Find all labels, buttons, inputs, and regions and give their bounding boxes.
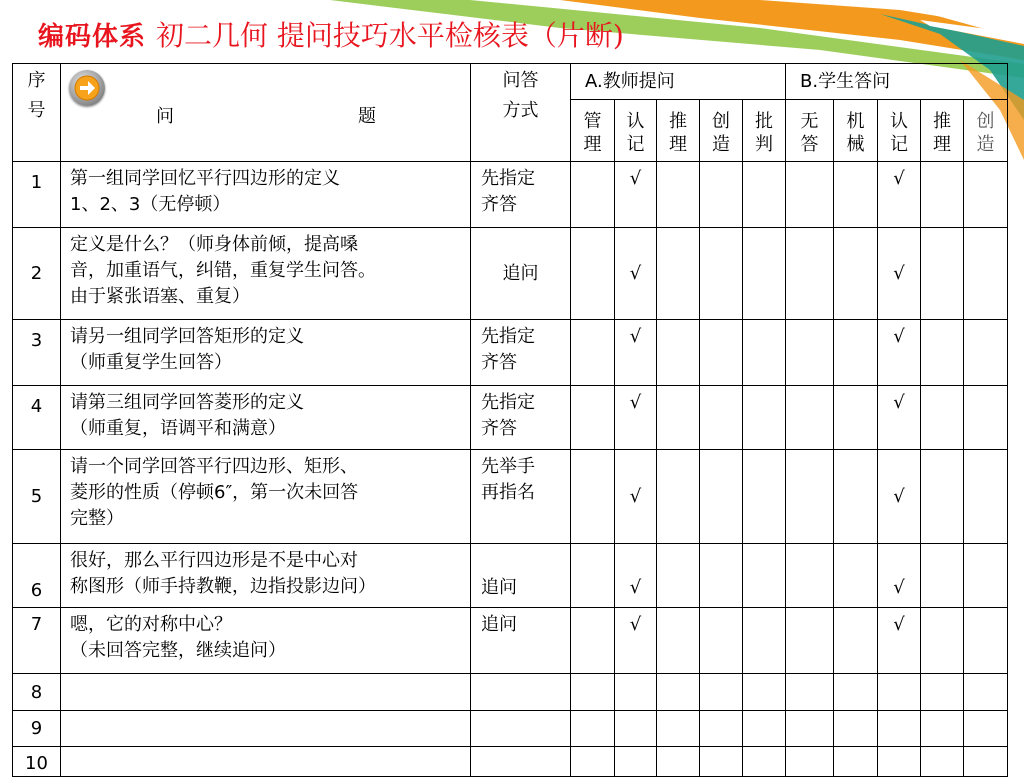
header-question bbox=[61, 64, 471, 162]
check-student-recall: √ bbox=[878, 608, 921, 674]
header-group-teacher: A.教师提问 bbox=[571, 64, 786, 100]
subheader-b-create: 创 造 bbox=[964, 100, 1008, 162]
row-method: 追问 bbox=[471, 544, 571, 608]
header-method: 问答 方式 bbox=[471, 64, 571, 162]
row-number: 5 bbox=[13, 450, 61, 544]
arrow-right-icon bbox=[74, 75, 100, 101]
check-teacher-recall: √ bbox=[615, 386, 657, 450]
check-teacher-recall: √ bbox=[615, 162, 657, 228]
row-method: 先指定 齐答 bbox=[471, 162, 571, 228]
subheader-a-create: 创 造 bbox=[700, 100, 743, 162]
table-row bbox=[13, 386, 1008, 450]
check-student-recall: √ bbox=[878, 228, 921, 320]
row-question: 请一个同学回答平行四边形、矩形、 菱形的性质（停顿6″，第一次未回答 完整） bbox=[61, 450, 471, 544]
row-number: 2 bbox=[13, 228, 61, 320]
subheader-a-manage: 管 理 bbox=[571, 100, 615, 162]
subheader-b-recall: 认 记 bbox=[878, 100, 921, 162]
check-student-recall: √ bbox=[878, 320, 921, 386]
row-number: 4 bbox=[13, 386, 61, 450]
header-question-char-2: 题 bbox=[358, 106, 376, 127]
row-number: 3 bbox=[13, 320, 61, 386]
check-teacher-recall: √ bbox=[615, 608, 657, 674]
row-number: 10 bbox=[13, 747, 61, 777]
table-row bbox=[13, 747, 1008, 777]
row-question: 请另一组同学回答矩形的定义 （师重复学生回答） bbox=[61, 320, 471, 386]
check-student-recall: √ bbox=[878, 544, 921, 608]
check-teacher-recall: √ bbox=[615, 544, 657, 608]
row-method: 先指定 齐答 bbox=[471, 386, 571, 450]
table-row bbox=[13, 711, 1008, 747]
next-arrow-button[interactable] bbox=[69, 70, 105, 106]
row-question: 第一组同学回忆平行四边形的定义 1、2、3（无停顿） bbox=[61, 162, 471, 228]
subheader-b-reason: 推 理 bbox=[921, 100, 964, 162]
table-row bbox=[13, 162, 1008, 228]
table-row bbox=[13, 544, 1008, 608]
check-student-recall: √ bbox=[878, 450, 921, 544]
row-question: 嗯，它的对称中心？ （未回答完整，继续追问） bbox=[61, 608, 471, 674]
row-question: 定义是什么？（师身体前倾，提高嗓 音，加重语气，纠错，重复学生问答。 由于紧张语塞、重复） bbox=[61, 228, 471, 320]
header-seq: 序 号 bbox=[13, 64, 61, 162]
header-question-char-1: 问 bbox=[156, 106, 174, 127]
row-method: 先举手 再指名 bbox=[471, 450, 571, 544]
header-row-1 bbox=[13, 64, 1008, 100]
row-number: 1 bbox=[13, 162, 61, 228]
check-teacher-recall: √ bbox=[615, 320, 657, 386]
table-row bbox=[13, 228, 1008, 320]
checklist-table bbox=[12, 63, 1008, 777]
table-row bbox=[13, 608, 1008, 674]
subheader-a-critique: 批 判 bbox=[743, 100, 786, 162]
row-number: 8 bbox=[13, 674, 61, 711]
table-row bbox=[13, 674, 1008, 711]
row-question: 很好，那么平行四边形是不是中心对 称图形（师手持教鞭，边指投影边问） bbox=[61, 544, 471, 608]
title-main: 编码体系 bbox=[38, 22, 147, 52]
row-question: 请第三组同学回答菱形的定义 （师重复，语调平和满意） bbox=[61, 386, 471, 450]
subheader-b-mechanical: 机 械 bbox=[834, 100, 878, 162]
row-number: 6 bbox=[13, 544, 61, 608]
table-row bbox=[13, 320, 1008, 386]
row-number: 7 bbox=[13, 608, 61, 674]
subheader-b-no-answer: 无 答 bbox=[786, 100, 834, 162]
check-teacher-recall: √ bbox=[615, 228, 657, 320]
row-number: 9 bbox=[13, 711, 61, 747]
subheader-a-recall: 认 记 bbox=[615, 100, 657, 162]
check-student-recall: √ bbox=[878, 386, 921, 450]
header-group-student: B.学生答问 bbox=[786, 64, 1008, 100]
subheader-a-reason: 推 理 bbox=[657, 100, 700, 162]
row-method: 追问 bbox=[471, 608, 571, 674]
check-teacher-recall: √ bbox=[615, 450, 657, 544]
row-method: 追问 bbox=[471, 228, 571, 320]
check-student-recall: √ bbox=[878, 162, 921, 228]
title-sub: 初二几何 提问技巧水平检核表（片断) bbox=[156, 19, 624, 52]
row-method: 先指定 齐答 bbox=[471, 320, 571, 386]
page-title bbox=[38, 14, 624, 54]
table-row bbox=[13, 450, 1008, 544]
